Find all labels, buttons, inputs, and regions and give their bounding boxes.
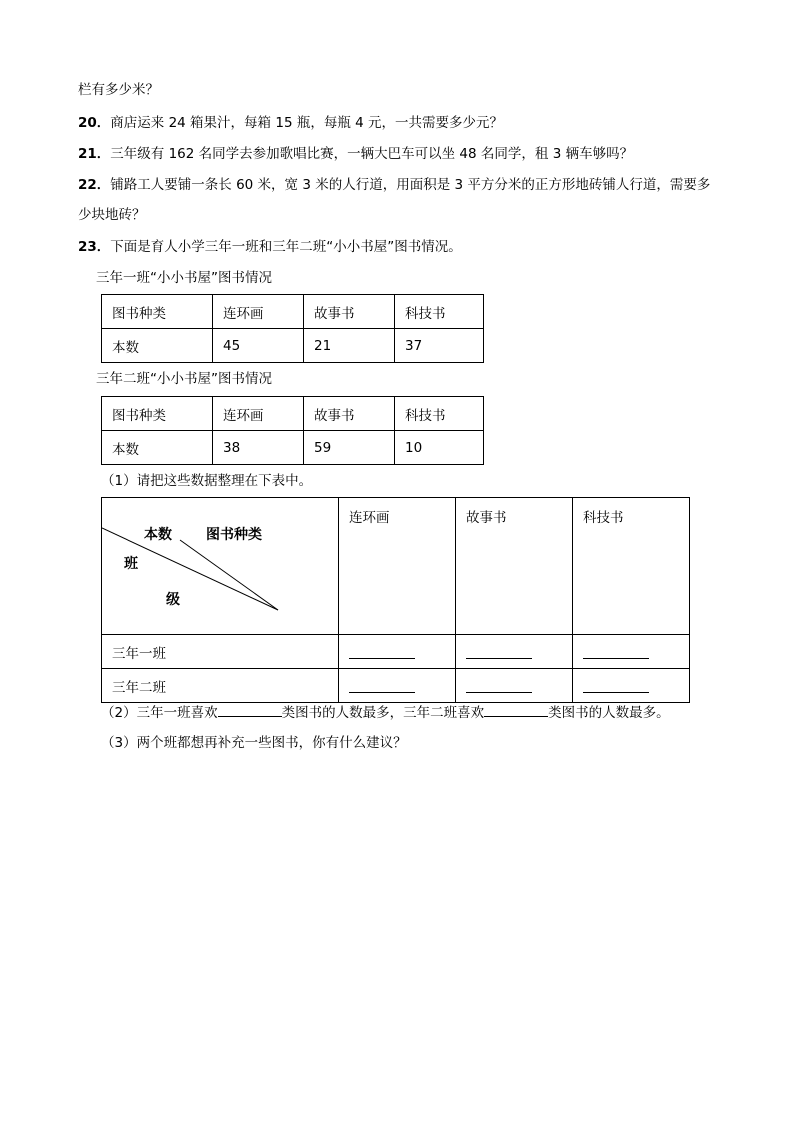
table-cell: 45 [213, 329, 304, 363]
table-cell: 连环画 [213, 295, 304, 329]
diagonal-header-cell [102, 498, 339, 635]
question-number: 23． [78, 239, 111, 255]
table-cell: 故事书 [304, 397, 395, 431]
question-text: 铺路工人要铺一条长 60 米，宽 3 米的人行道，用面积是 3 平方分米的正方形地砖铺人行道，需要多 [110, 177, 711, 193]
question-20 [78, 113, 503, 133]
part-1-instruction: （1）请把这些数据整理在下表中。 [101, 473, 313, 489]
question-22-cont: 少块地砖？ [78, 207, 146, 223]
answer-blank[interactable] [466, 678, 532, 693]
table-cell: 38 [213, 431, 304, 465]
column-header: 连环画 [339, 498, 456, 635]
table-header-row [102, 498, 690, 635]
class2-book-table [101, 396, 484, 465]
answer-blank[interactable] [349, 678, 415, 693]
answer-cell[interactable] [573, 635, 690, 669]
table2-caption: 三年二班“小小书屋”图书情况 [96, 371, 272, 387]
answer-blank[interactable] [466, 644, 532, 659]
question-19-tail: 栏有多少米？ [78, 82, 159, 98]
answer-blank[interactable] [484, 702, 548, 717]
table-row [102, 397, 484, 431]
diag-label-ji: 级 [166, 592, 180, 608]
table-cell: 10 [395, 431, 484, 465]
table-row [102, 329, 484, 363]
table-cell: 故事书 [304, 295, 395, 329]
table-cell: 图书种类 [102, 397, 213, 431]
table-cell: 本数 [102, 329, 213, 363]
part-2-text-b: 类图书的人数最多，三年二班喜欢 [281, 705, 485, 721]
part-2-text-c: 类图书的人数最多。 [548, 705, 670, 721]
part-2-question [101, 702, 670, 723]
table-row [102, 295, 484, 329]
question-number: 21． [78, 146, 111, 162]
answer-cell[interactable] [339, 635, 456, 669]
question-number: 20． [78, 115, 111, 131]
table-cell: 37 [395, 329, 484, 363]
question-21 [78, 144, 633, 164]
table-cell: 59 [304, 431, 395, 465]
diagonal-lines [102, 498, 348, 626]
question-number: 22． [78, 177, 111, 193]
question-text: 三年级有 162 名同学去参加歌唱比赛，一辆大巴车可以坐 48 名同学，租 3 辆车够吗？ [110, 146, 634, 162]
table-cell: 图书种类 [102, 295, 213, 329]
table-cell: 本数 [102, 431, 213, 465]
class1-book-table [101, 294, 484, 363]
table1-caption: 三年一班“小小书屋”图书情况 [96, 270, 272, 286]
row-header: 三年一班 [102, 635, 339, 669]
column-header: 科技书 [573, 498, 690, 635]
diag-label-category: 图书种类 [206, 527, 262, 543]
question-text: 下面是育人小学三年一班和三年二班“小小书屋”图书情况。 [110, 239, 462, 255]
part-3-question: （3）两个班都想再补充一些图书，你有什么建议？ [101, 735, 407, 751]
answer-cell[interactable] [456, 669, 573, 703]
question-text: 商店运来 24 箱果汁，每箱 15 瓶，每瓶 4 元，一共需要多少元？ [110, 115, 503, 131]
answer-cell[interactable] [573, 669, 690, 703]
answer-cell[interactable] [339, 669, 456, 703]
table-cell: 21 [304, 329, 395, 363]
diag-label-count: 本数 [144, 527, 172, 543]
answer-blank[interactable] [349, 644, 415, 659]
answer-cell[interactable] [456, 635, 573, 669]
row-header: 三年二班 [102, 669, 339, 703]
summary-table [101, 497, 690, 703]
question-23 [78, 237, 462, 257]
table-cell: 科技书 [395, 295, 484, 329]
question-22 [78, 175, 710, 195]
answer-blank[interactable] [583, 678, 649, 693]
diag-label-ban: 班 [124, 556, 138, 572]
table-row [102, 431, 484, 465]
answer-blank[interactable] [583, 644, 649, 659]
table-cell: 连环画 [213, 397, 304, 431]
table-row [102, 669, 690, 703]
answer-blank[interactable] [218, 702, 282, 717]
part-2-text-a: （2）三年一班喜欢 [101, 705, 218, 721]
table-row [102, 635, 690, 669]
table-cell: 科技书 [395, 397, 484, 431]
column-header: 故事书 [456, 498, 573, 635]
